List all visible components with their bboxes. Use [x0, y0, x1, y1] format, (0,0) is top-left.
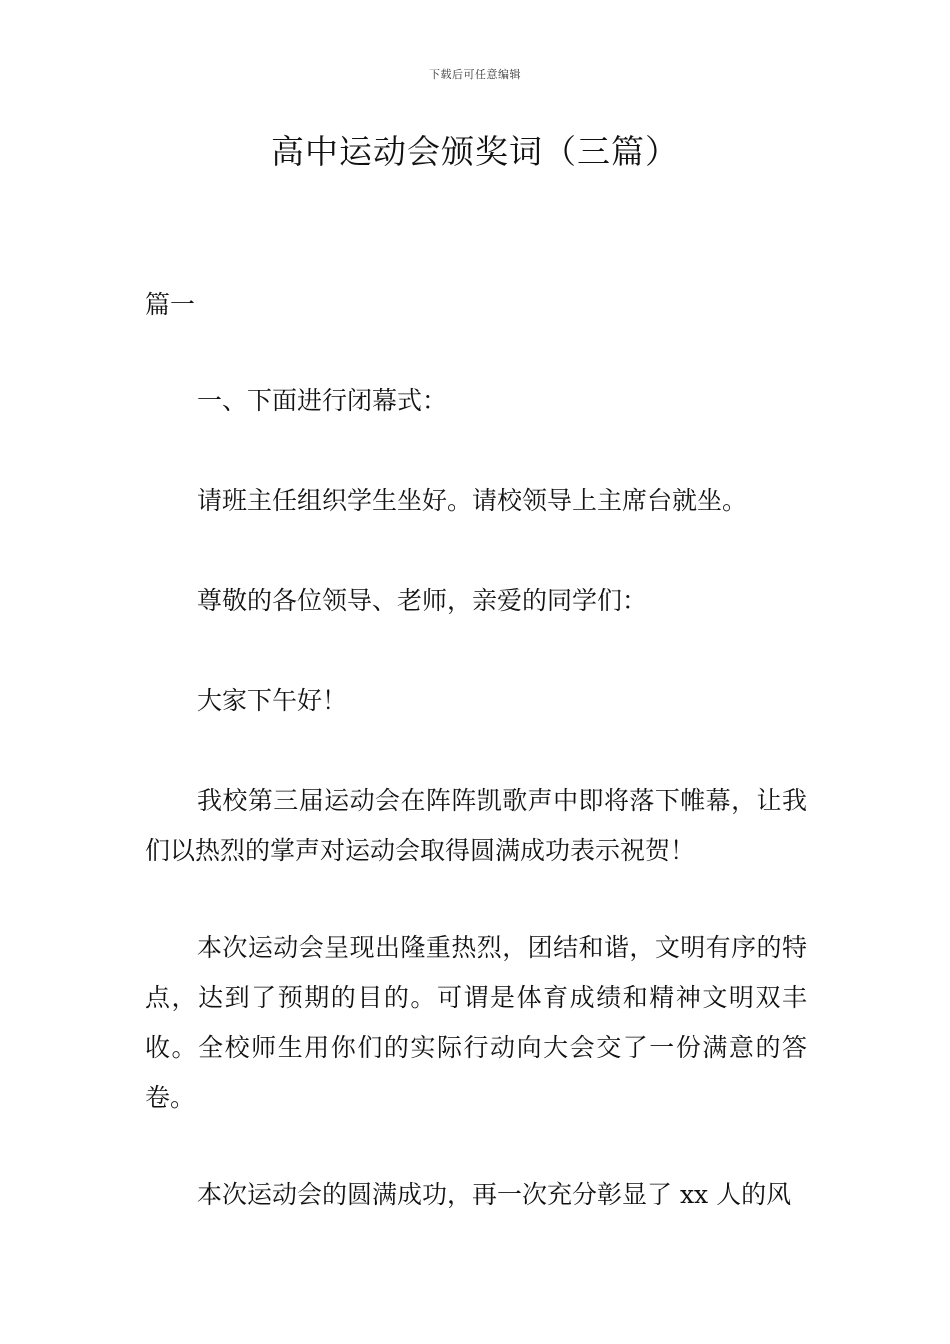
paragraph-greeting: 大家下午好！: [197, 686, 348, 715]
paragraph-salutation: 尊敬的各位领导、老师，亲爱的同学们：: [197, 586, 648, 615]
header-note: 下载后可任意编辑: [429, 68, 521, 81]
paragraph-achievements: 本次运动会呈现出隆重热烈，团结和谐，文明有序的特点，达到了预期的目的。可谓是体育成绩和精神文明双丰收。全校师生用你们的实际行动向大会交了一份满意的答卷。: [145, 933, 807, 1112]
paragraph-success-continued: 本次运动会的圆满成功，再一次充分彰显了 xx 人的风: [197, 1180, 792, 1209]
document-title: 高中运动会颁奖词（三篇）: [271, 132, 679, 171]
paragraph-seating-instruction: 请班主任组织学生坐好。请校领导上主席台就坐。: [197, 486, 748, 515]
paragraph-congratulations: 我校第三届运动会在阵阵凯歌声中即将落下帷幕，让我们以热烈的掌声对运动会取得圆满成功表示祝贺！: [145, 786, 807, 865]
section-label: 篇一: [145, 290, 196, 319]
paragraph-closing-ceremony: 一、下面进行闭幕式：: [197, 386, 448, 415]
